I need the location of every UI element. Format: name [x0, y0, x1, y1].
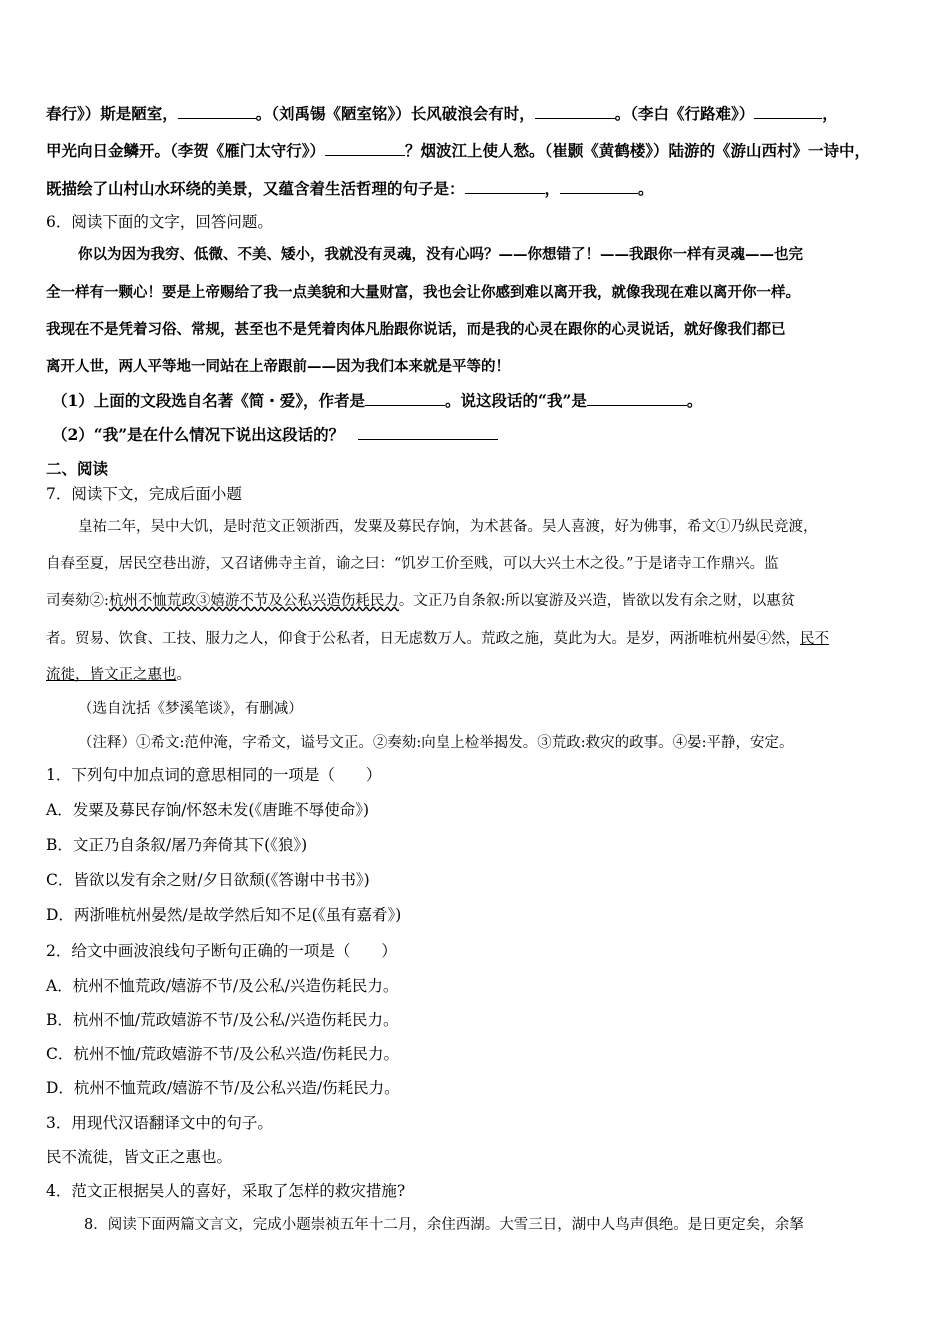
q5-line-2: 甲光向日金鳞开。（李贺《雁门太守行》） ？烟波江上使人愁。（崔颢《黄鹤楼》）陆游的《游山西村》一诗中，	[46, 141, 871, 160]
q7-sub-question-4: 4．范文正根据吴人的喜好，采取了怎样的救灾措施?	[46, 1182, 406, 1200]
underlined-sentence: 民不	[800, 631, 829, 647]
q7-passage-line: 流徙，皆文正之惠也。	[46, 667, 191, 683]
q6-heading: 6．阅读下面的文字，回答问题。	[46, 213, 273, 231]
answer-blank[interactable]	[587, 391, 687, 406]
section-title: 二、阅读	[46, 459, 109, 478]
q7-notes: （注释）①希文:范仲淹，字希文，谥号文正。②奏劾:向皇上检举揭发。③荒政:救灾的政事。④晏:平静，安定。	[78, 735, 794, 751]
answer-blank[interactable]	[535, 104, 615, 119]
q7-passage-line: 者。贸易、饮食、工技、服力之人，仰食于公私者，日无虑数万人。荒政之施，莫此为大。是岁，两浙唯杭州晏④然，民不	[46, 631, 829, 647]
q7-sub-question-3: 3．用现代汉语翻译文中的句子。	[46, 1114, 273, 1132]
q7-passage-line: 皇祐二年，吴中大饥，是时范文正领浙西，发粟及募民存饷，为术甚备。吴人喜渡，好为佛事，希文①乃纵民竞渡，	[78, 519, 818, 535]
q7-source: （选自沈括《梦溪笔谈》，有删减）	[78, 701, 303, 717]
q6-sub-question-2: （2）“我”是在什么情况下说出这段话的？	[52, 425, 498, 445]
answer-blank[interactable]	[465, 179, 545, 194]
answer-blank[interactable]	[754, 104, 822, 119]
q7-passage-line: 自春至夏，居民空巷出游，又召诸佛寺主首，谕之曰：“饥岁工价至贱，可以大兴土木之役。”于是诸寺工作鼎兴。监	[46, 556, 779, 572]
answer-blank[interactable]	[178, 104, 256, 119]
q7-sub-question-2: 2．给文中画波浪线句子断句正确的一项是（ ）	[46, 942, 397, 960]
q5-line-3: 既描绘了山村山水环绕的美景，又蕴含着生活哲理的句子是： ， 。	[46, 179, 654, 198]
option-b[interactable]: B．杭州不恤/荒政嬉游不节/及公私/兴造伤耗民力。	[46, 1011, 399, 1029]
option-a[interactable]: A．发粟及募民存饷/怀怒未发(《唐雎不辱使命》)	[46, 801, 370, 819]
answer-blank[interactable]	[358, 425, 498, 440]
option-b[interactable]: B．文正乃自条叙/屠乃奔倚其下(《狼》)	[46, 836, 308, 854]
answer-blank[interactable]	[325, 141, 405, 156]
q7-heading: 7．阅读下文，完成后面小题	[46, 485, 242, 503]
answer-blank[interactable]	[560, 179, 638, 194]
q6-passage-line: 全一样有一颗心！要是上帝赐给了我一点美貌和大量财富，我也会让你感到难以离开我，就像我现在难以离开你一样。	[46, 284, 800, 301]
q7-passage-line: 司奏劾②:杭州不恤荒政③嬉游不节及公私兴造伤耗民力。文正乃自条叙:所以宴游及兴造，皆欲以发有余之财，以惠贫	[46, 593, 796, 609]
q5-line-1: 春行》）斯是陋室， 。（刘禹锡《陋室铭》）长风破浪会有时， 。（李白《行路难》） ，	[46, 104, 838, 123]
q6-passage-line: 离开人世，两人平等地一同站在上帝跟前——因为我们本来就是平等的！	[46, 358, 510, 375]
option-d[interactable]: D．两浙唯杭州晏然/是故学然后知不足(《虽有嘉肴》)	[46, 906, 402, 924]
q6-passage-line: 你以为因为我穷、低微、不美、矮小，我就没有灵魂，没有心吗？——你想错了！——我跟你一样有灵魂——也完	[78, 246, 803, 263]
underlined-sentence: 流徙，皆文正之惠也	[46, 667, 177, 683]
q7-sub-question-1: 1．下列句中加点词的意思相同的一项是（ ）	[46, 766, 382, 784]
q8-heading: 8．阅读下面两篇文言文，完成小题崇祯五年十二月，余住西湖。大雪三日，湖中人鸟声俱绝。是日更定矣，余拏	[84, 1217, 804, 1233]
option-c[interactable]: C．杭州不恤/荒政嬉游不节/及公私兴造/伤耗民力。	[46, 1045, 400, 1063]
option-d[interactable]: D．杭州不恤荒政/嬉游不节/及公私兴造/伤耗民力。	[46, 1079, 400, 1097]
answer-blank[interactable]	[365, 391, 445, 406]
option-a[interactable]: A．杭州不恤荒政/嬉游不节/及公私/兴造伤耗民力。	[46, 977, 399, 995]
wavy-underlined-sentence: 杭州不恤荒政③嬉游不节及公私兴造伤耗民力	[108, 593, 399, 609]
q6-sub-question-1: （1）上面的文段选自名著《简・爱》，作者是 。说这段话的“我”是 。	[52, 391, 703, 410]
option-c[interactable]: C．皆欲以发有余之财/夕日欲颓(《答谢中书书》)	[46, 871, 370, 889]
q6-passage-line: 我现在不是凭着习俗、常规，甚至也不是凭着肉体凡胎跟你说话，而是我的心灵在跟你的心灵说话，就好像我们都已	[46, 321, 786, 338]
q7-translate-sentence: 民不流徙，皆文正之惠也。	[46, 1148, 233, 1166]
